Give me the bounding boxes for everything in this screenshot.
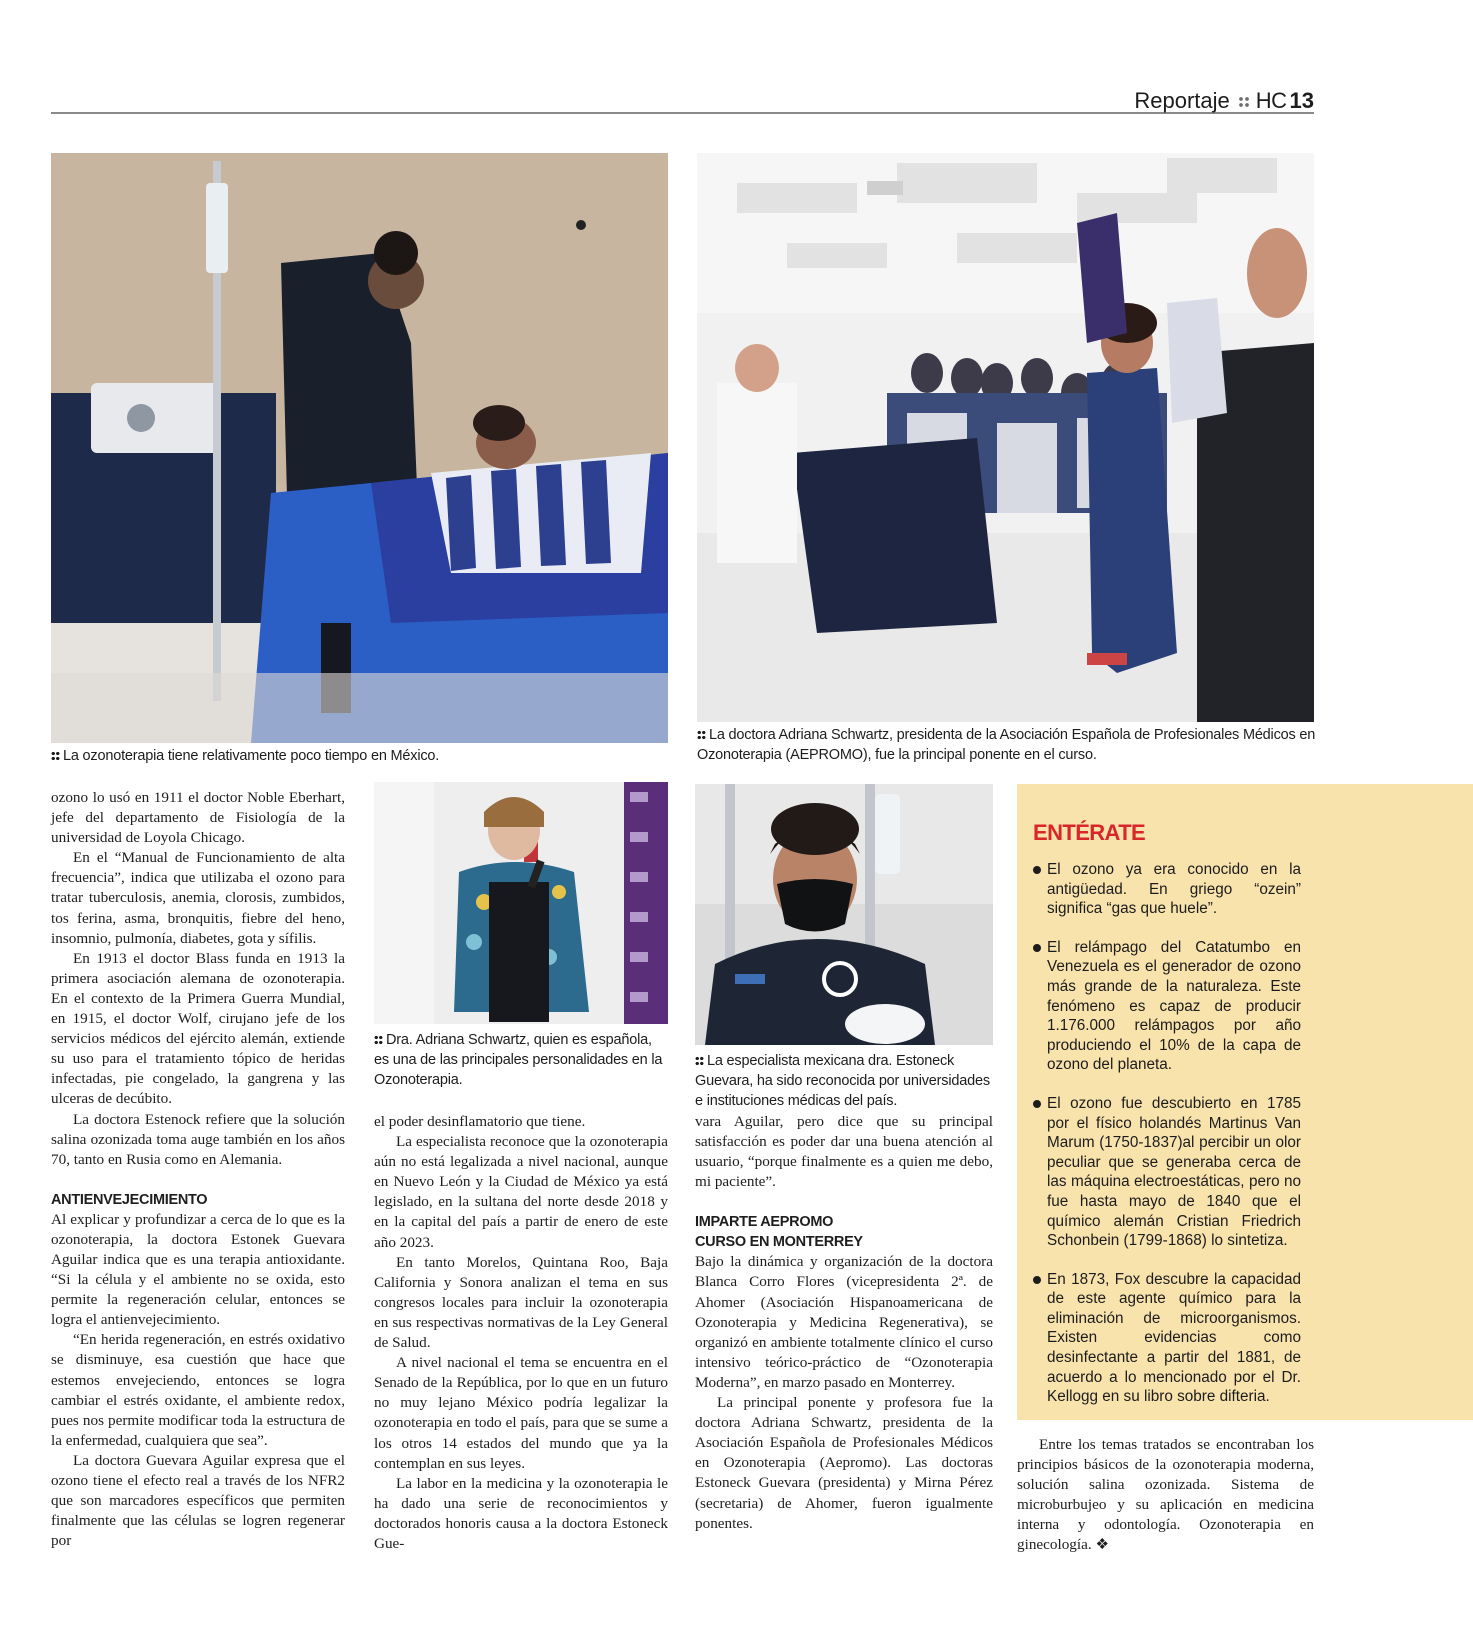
masked-specialist-photo [695,784,993,1045]
caption-marker-icon [51,751,60,761]
course-audience-photo [697,153,1314,722]
fact-item: El relámpago del Catatumbo en Venezuela es el generador de ozono más grande de la naturaleza. Este fenómeno es capaz de producir 1.176.000 relámpagos por año produciendo el 10% de la capa de ozono del planeta. [1033,938,1301,1075]
article-column-4 [1017,1435,1314,1556]
fact-item: En 1873, Fox descubre la capacidad de este agente químico para la eliminación de microorganismos. Existen evidencias como desinfectante a partir del 1881, de acuerdo a lo mencionado por el Dr. Kellogg en su libro sobre difteria. [1033,1270,1301,1407]
paragraph: La principal ponente y profesora fue la doctora Adriana Schwartz, presidenta de la Asociación Española de Profesionales Médicos en Ozonoterapia (Aepromo). Las doctoras Estoneck Guevara (presidenta) y Mirna Pérez (secretaria) de Ahomer, fueron igualmente ponentes. [695,1394,993,1532]
caption-marker-icon [374,1035,383,1045]
paragraph: En tanto Morelos, Quintana Roo, Baja California y Sonora analizan el tema en sus congresos locales para incluir la ozonoterapia en sus respectivas normativas de la Ley General de Salud. [374,1253,668,1352]
photo-caption: La doctora Adriana Schwartz, presidenta de la Asociación Española de Profesionales Médicos en Ozonoterapia (AEPROMO), fue la principal ponente en el curso. [697,727,1316,763]
paragraph: La doctora Estenock refiere que la solución salina ozonizada toma auge también en los años 70, tanto en Rusia como en Alemania. [51,1110,345,1168]
publication-name: HC [1255,88,1287,113]
paragraph: La labor en la medicina y la ozonoterapia le ha dado una serie de reconocimientos y doctorados honoris causa a la doctora Estoneck Gue- [374,1474,668,1552]
caption-marker-icon [695,1056,704,1066]
page-number: 13 [1289,88,1314,113]
article-column-1 [51,788,345,1551]
paragraph: La doctora Guevara Aguilar expresa que el ozono tiene el efecto real a través de los NFR2 que son marcadores específicos que permiten finalmente que las células se logren regenerar por [51,1451,345,1550]
paragraph: La especialista reconoce que la ozonoterapia aún no está legalizada a nivel nacional, aunque en Nuevo León y la Ciudad de México ya está legislado, en la sultana del norte desde 2018 y en la capital del país a partir de enero de este año 2023. [374,1133,668,1251]
paragraph: Bajo la dinámica y organización de la doctora Blanca Corro Flores (vicepresidenta 2ª. de Ahomer (Asociación Hispanoamericana de Ozonoterapia y Medicina Regenerativa), se organizó en ambiente totalmente clínico el curso intensivo teórico-práctico de “Ozonoterapia Moderna”, en marzo pasado en Monterrey. [695,1253,993,1391]
folio [1134,88,1314,114]
fact-list [1033,860,1301,1407]
paragraph: vara Aguilar, pero dice que su principal satisfacción es poder dar una buena atención al usuario, “porque finalmente es a quien me debo, mi paciente”. [695,1113,993,1191]
paragraph: el poder desinflamatorio que tiene. [374,1113,586,1130]
paragraph: En el “Manual de Funcionamiento de alta frecuencia”, indica que utilizaba el ozono para tratar tuberculosis, anemia, clorosis, zumbidos, tos ferina, asma, bronquitis, fiebre del heno, insomnio, pulmonía, diabetes, gota y sífilis. [51,849,345,947]
fact-item: El ozono fue descubierto en 1785 por el físico holandés Martinus Van Marum (1750-1837)al percibir un olor peculiar que se generaba cerca de las máquina electroestáticas, pero no fue hasta mayo de 1840 que el químico alemán Cristian Friedrich Schonbein (1799-1868) lo sintetiza. [1033,1094,1301,1251]
photo-caption: La especialista mexicana dra. Estoneck Guevara, ha sido reconocida por universidades e instituciones médicas del país. [695,1053,990,1109]
article-column-2 [374,1112,668,1554]
separator-dots-icon [1238,96,1250,108]
paragraph: Entre los temas tratados se encontraban los principios básicos de la ozonoterapia moderna, solución salina ozonizada. Sistema de microburbujeo y su aplicación en medicina interna y odontología. Ozonoterapia en ginecología. ❖ [1017,1436,1314,1554]
page-header [51,86,1314,114]
speaker-with-microphone-photo [374,782,668,1024]
subheading-imparte-aepromo: IMPARTE AEPROMO CURSO EN MONTERREY [695,1214,863,1251]
subheading-antienvejecimiento: ANTIENVEJECIMIENTO [51,1191,208,1208]
section-label: Reportaje [1134,88,1230,113]
caption-marker-icon [697,730,706,740]
paragraph: ozono lo usó en 1911 el doctor Noble Eberhart, jefe del departamento de Fisiología de la universidad de Loyola Chicago. [51,789,345,847]
article-column-3 [695,1112,993,1534]
paragraph: “En herida regeneración, en estrés oxidativo se disminuye, esa cuestión que hace que estemos envejeciendo, entonces se logra cambiar el estrés oxidante, el ambiente redox, pues nos permite modificar toda la estructura de la enfermedad, cualquiera que sea”. [51,1331,345,1449]
photo-caption: Dra. Adriana Schwartz, quien es española, es una de las principales personalidades en la Ozonoterapia. [374,1032,663,1088]
enterate-sidebar-box [1017,784,1473,1420]
paragraph: Al explicar y profundizar a cerca de lo que es la ozonoterapia, la doctora Estonek Guevara Aguilar indica que es una terapia antioxidante. “Si la célula y el ambiente no se oxida, esto permite la regeneración celular, entonces se logra el antienvejecimiento. [51,1210,345,1329]
fact-item: El ozono ya era conocido en la antigüedad. En griego “ozein” significa “gas que huele”. [1033,860,1301,919]
photo-caption: La ozonoterapia tiene relativamente poco tiempo en México. [51,746,668,766]
paragraph: A nivel nacional el tema se encuentra en el Senado de la República, por lo que en un futuro no muy lejano México podría legalizar la ozonoterapia en todo el país, para que se sume a los otros 14 estados del mundo que ya la contemplan en sus leyes. [374,1354,668,1472]
sidebar-title: ENTÉRATE [1033,820,1146,845]
ozone-therapy-patient-photo [51,153,668,743]
paragraph: En 1913 el doctor Blass funda en 1913 la primera asociación alemana de ozonoterapia. En el contexto de la Primera Guerra Mundial, en 1915, el doctor Wolf, cirujano jefe de los servicios médicos del ejército alemán, extiende su uso para el tratamiento tópico de heridas infectadas, pie congelado, la gangrena y las ulceras de decúbito. [51,949,345,1108]
